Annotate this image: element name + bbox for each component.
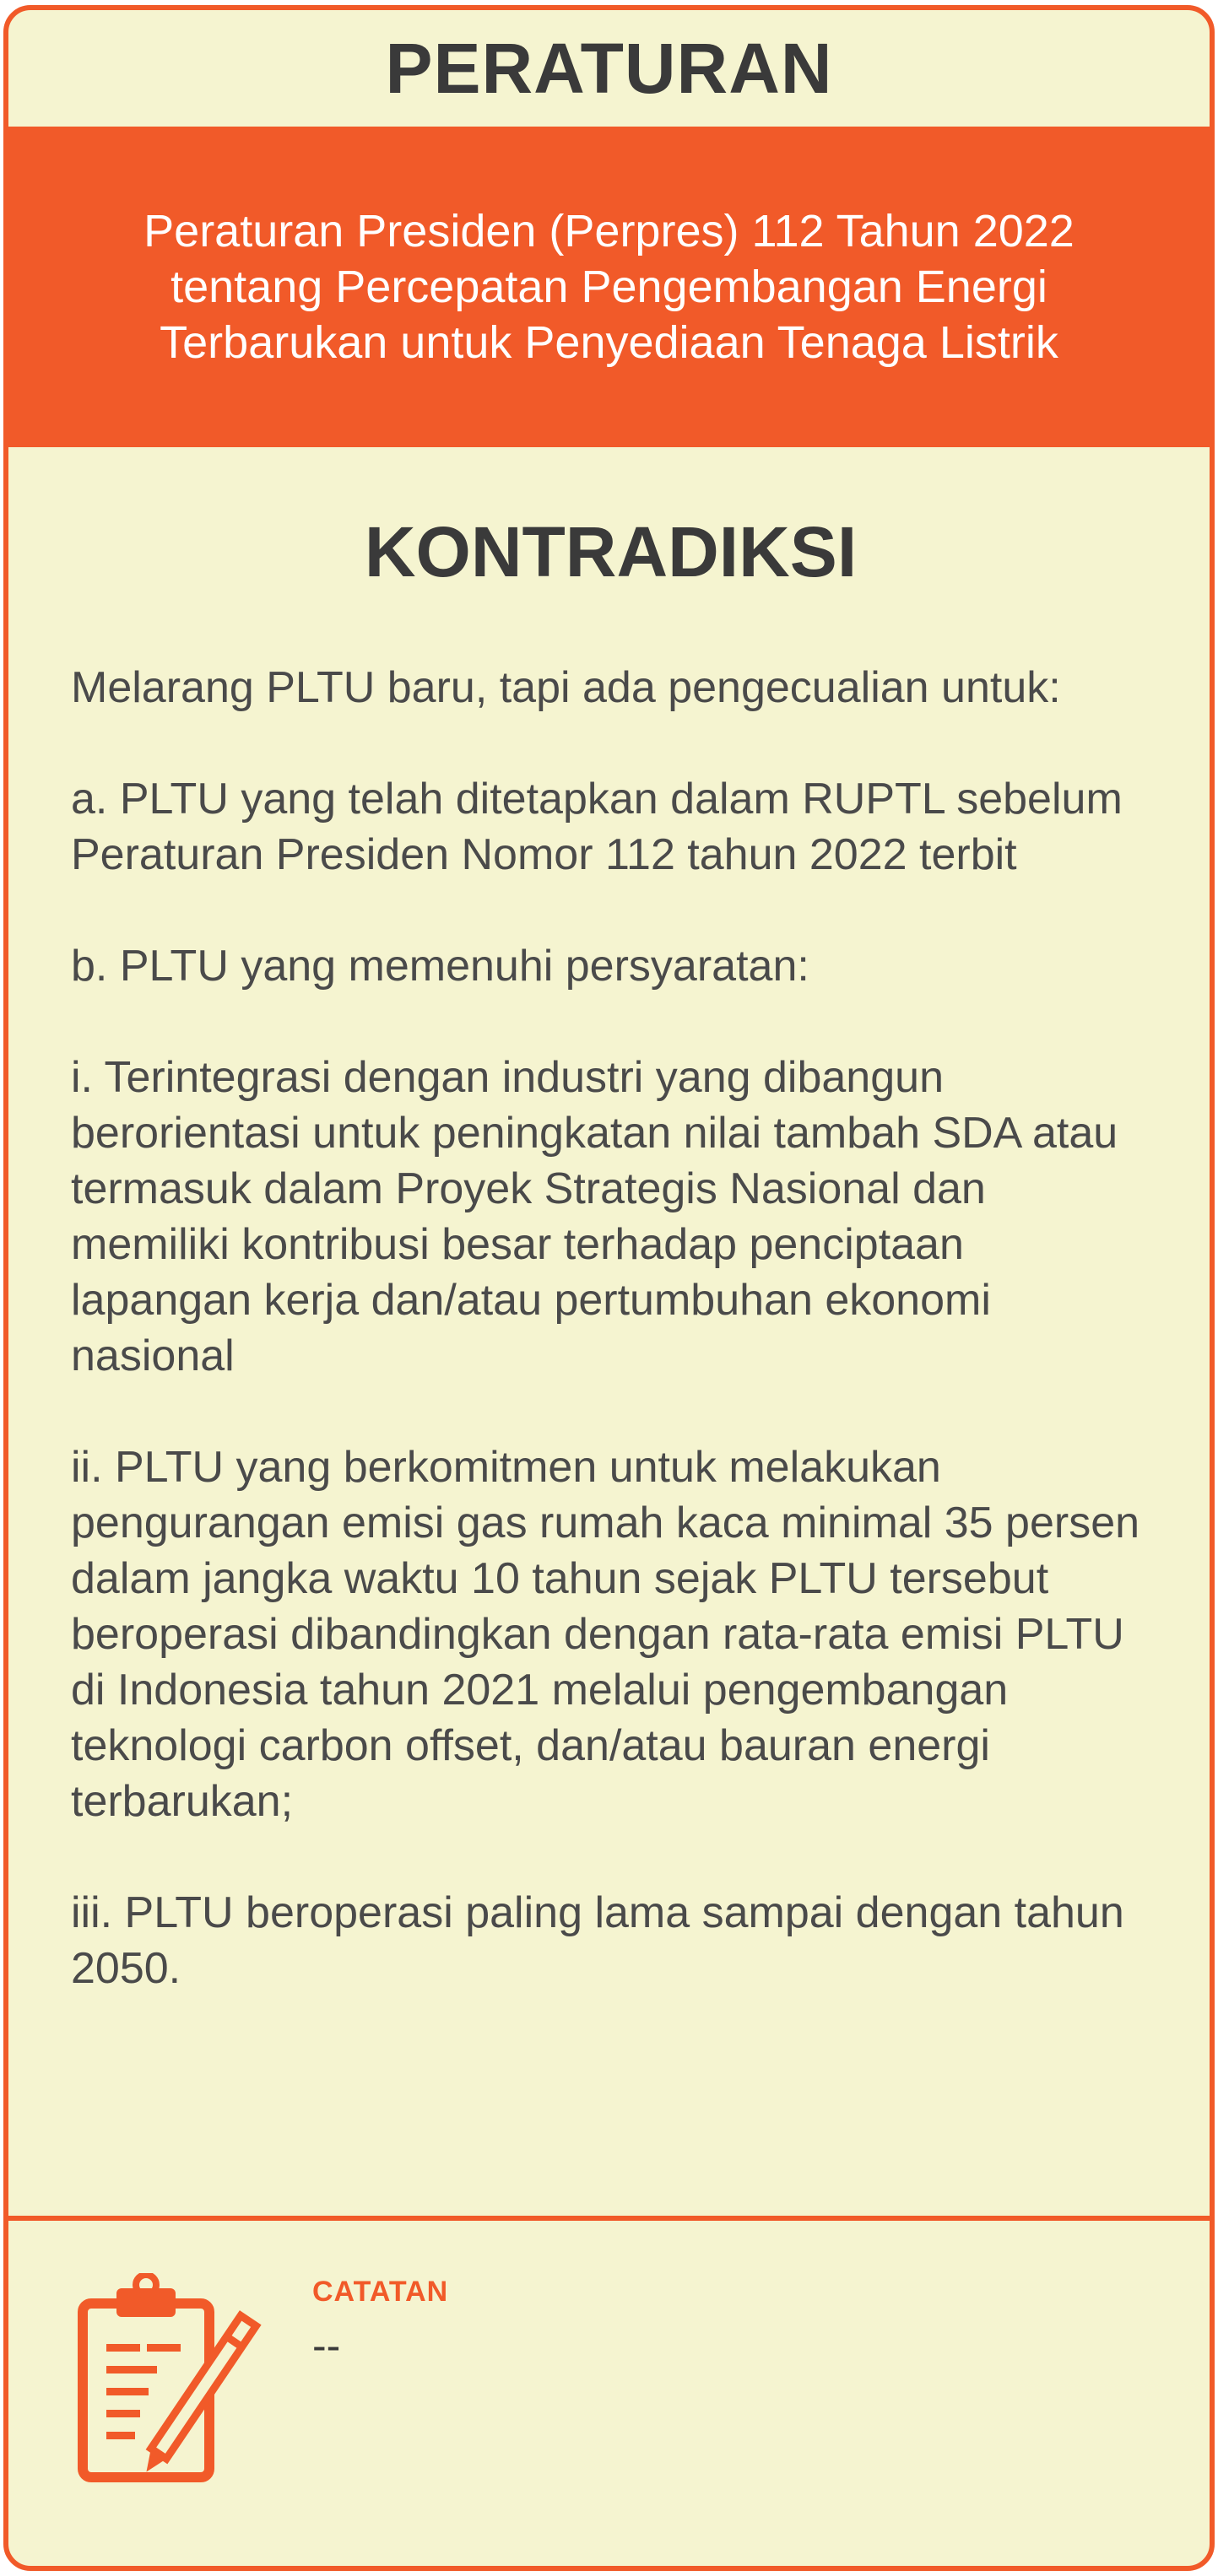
notes-label: CATATAN — [312, 2276, 449, 2308]
clipboard-pencil-icon — [76, 2273, 270, 2492]
requirement-ii: ii. PLTU yang berkomitmen untuk melakukan pengurangan emisi gas rumah kaca minimal 35 persen dalam jangka waktu 10 tahun sejak PLTU tersebut beroperasi dibandingkan dengan rata-rata emisi PLTU di Indonesia tahun 2021 melalui pengembangan teknologi carbon offset, dan/atau bauran energi terbarukan; — [71, 1443, 1140, 1826]
card-header — [8, 10, 1210, 127]
exception-b: b. PLTU yang memenuhi persyaratan: — [71, 942, 809, 991]
requirement-i: i. Terintegrasi dengan industri yang dibangun berorientasi untuk peningkatan nilai tambah SDA atau termasuk dalam Proyek Strategis Nasional dan memiliki kontribusi besar terhadap penciptaan lapangan kerja dan/atau pertumbuhan ekonomi nasional — [71, 1053, 1118, 1380]
regulation-card — [3, 5, 1215, 2571]
regulation-banner — [8, 127, 1210, 447]
notes-section — [8, 2221, 1210, 2566]
exception-a: a. PLTU yang telah ditetapkan dalam RUPTL sebelum Peraturan Presiden Nomor 112 tahun 2022 terbit — [71, 775, 1123, 879]
contradiction-heading: KONTRADIKSI — [364, 512, 858, 591]
regulation-title: Peraturan Presiden (Perpres) 112 Tahun 2022 tentang Percepatan Pengembangan Energi Terbarukan untuk Penyediaan Tenaga Listrik — [143, 206, 1075, 368]
contradiction-intro: Melarang PLTU baru, tapi ada pengecualian untuk: — [71, 663, 1061, 712]
contradiction-section — [8, 447, 1210, 2211]
requirement-iii: iii. PLTU beroperasi paling lama sampai dengan tahun 2050. — [71, 1888, 1124, 1993]
notes-value: -- — [312, 2322, 341, 2369]
card-title: PERATURAN — [385, 28, 833, 108]
